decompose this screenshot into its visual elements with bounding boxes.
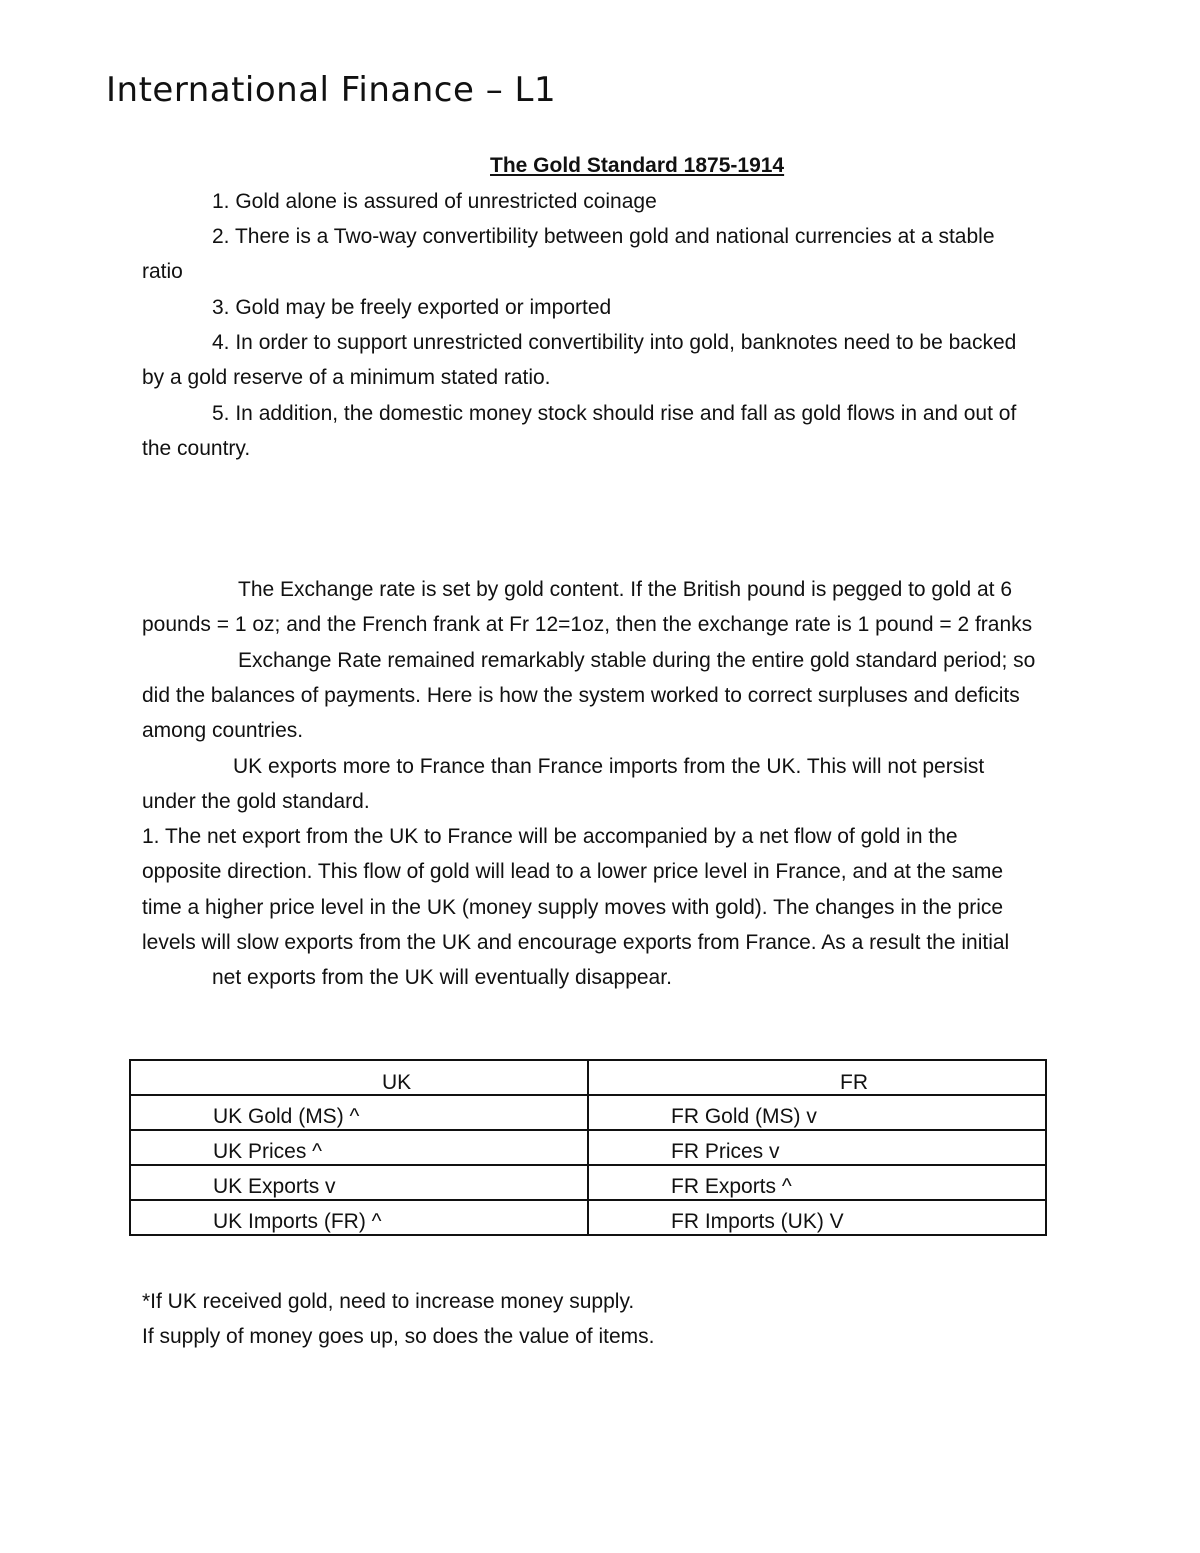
rule-item: 3. Gold may be freely exported or imported <box>212 296 612 319</box>
table-header-row <box>130 1060 1046 1095</box>
cell-text: UK Exports v <box>213 1175 336 1198</box>
table-row <box>130 1130 1046 1165</box>
paragraph-line: levels will slow exports from the UK and encourage exports from France. As a result the initial <box>142 931 1010 954</box>
paragraph-line: did the balances of payments. Here is how the system worked to correct surpluses and deficits <box>142 684 1020 707</box>
paragraph-line: The Exchange rate is set by gold content. If the British pound is pegged to gold at 6 <box>238 578 1012 601</box>
paragraph-line: 1. The net export from the UK to France will be accompanied by a net flow of gold in the <box>142 825 958 848</box>
rule-item-continued: the country. <box>142 437 251 460</box>
table-cell <box>588 1165 1046 1200</box>
table-cell <box>588 1130 1046 1165</box>
paragraph-line: opposite direction. This flow of gold will lead to a lower price level in France, and at the same <box>142 860 1004 883</box>
rule-item-continued: by a gold reserve of a minimum stated ratio. <box>142 366 551 389</box>
paragraph-line: Exchange Rate remained remarkably stable during the entire gold standard period; so <box>238 649 1036 672</box>
paragraph-line: under the gold standard. <box>142 790 370 813</box>
table-header-cell <box>130 1060 588 1095</box>
column-header-fr: FR <box>840 1071 868 1094</box>
cell-text: FR Gold (MS) v <box>671 1105 817 1128</box>
section-heading: The Gold Standard 1875-1914 <box>490 154 785 177</box>
paragraph-line: pounds = 1 oz; and the French frank at Fr 12=1oz, then the exchange rate is 1 pound = 2 franks <box>142 613 1033 636</box>
table-cell <box>130 1095 588 1130</box>
rule-item: 4. In order to support unrestricted convertibility into gold, banknotes need to be backed <box>212 331 1017 354</box>
uk-fr-comparison-table <box>129 1059 1047 1236</box>
column-header-uk: UK <box>382 1071 412 1094</box>
cell-text: UK Imports (FR) ^ <box>213 1210 382 1233</box>
paragraph-line: net exports from the UK will eventually disappear. <box>212 966 672 989</box>
rule-item-continued: ratio <box>142 260 183 283</box>
table-cell <box>588 1200 1046 1235</box>
table-cell <box>130 1200 588 1235</box>
cell-text: UK Gold (MS) ^ <box>213 1105 360 1128</box>
document-title: International Finance – L1 <box>106 70 557 110</box>
rule-item: 2. There is a Two-way convertibility between gold and national currencies at a stable <box>212 225 995 248</box>
table-row <box>130 1095 1046 1130</box>
paragraph-line: among countries. <box>142 719 304 742</box>
note-line: *If UK received gold, need to increase money supply. <box>142 1290 635 1313</box>
table-header-cell <box>588 1060 1046 1095</box>
cell-text: FR Prices v <box>671 1140 780 1163</box>
paragraph-line: UK exports more to France than France imports from the UK. This will not persist <box>233 755 985 778</box>
cell-text: UK Prices ^ <box>213 1140 323 1163</box>
paragraph-line: time a higher price level in the UK (money supply moves with gold). The changes in the price <box>142 896 1004 919</box>
table-row <box>130 1200 1046 1235</box>
table-cell <box>130 1130 588 1165</box>
table-cell <box>130 1165 588 1200</box>
table-cell <box>588 1095 1046 1130</box>
rule-item: 5. In addition, the domestic money stock should rise and fall as gold flows in and out of <box>212 402 1017 425</box>
rule-item: 1. Gold alone is assured of unrestricted coinage <box>212 190 657 213</box>
cell-text: FR Exports ^ <box>671 1175 792 1198</box>
note-line: If supply of money goes up, so does the value of items. <box>142 1325 655 1348</box>
cell-text: FR Imports (UK) V <box>671 1210 844 1233</box>
table-row <box>130 1165 1046 1200</box>
